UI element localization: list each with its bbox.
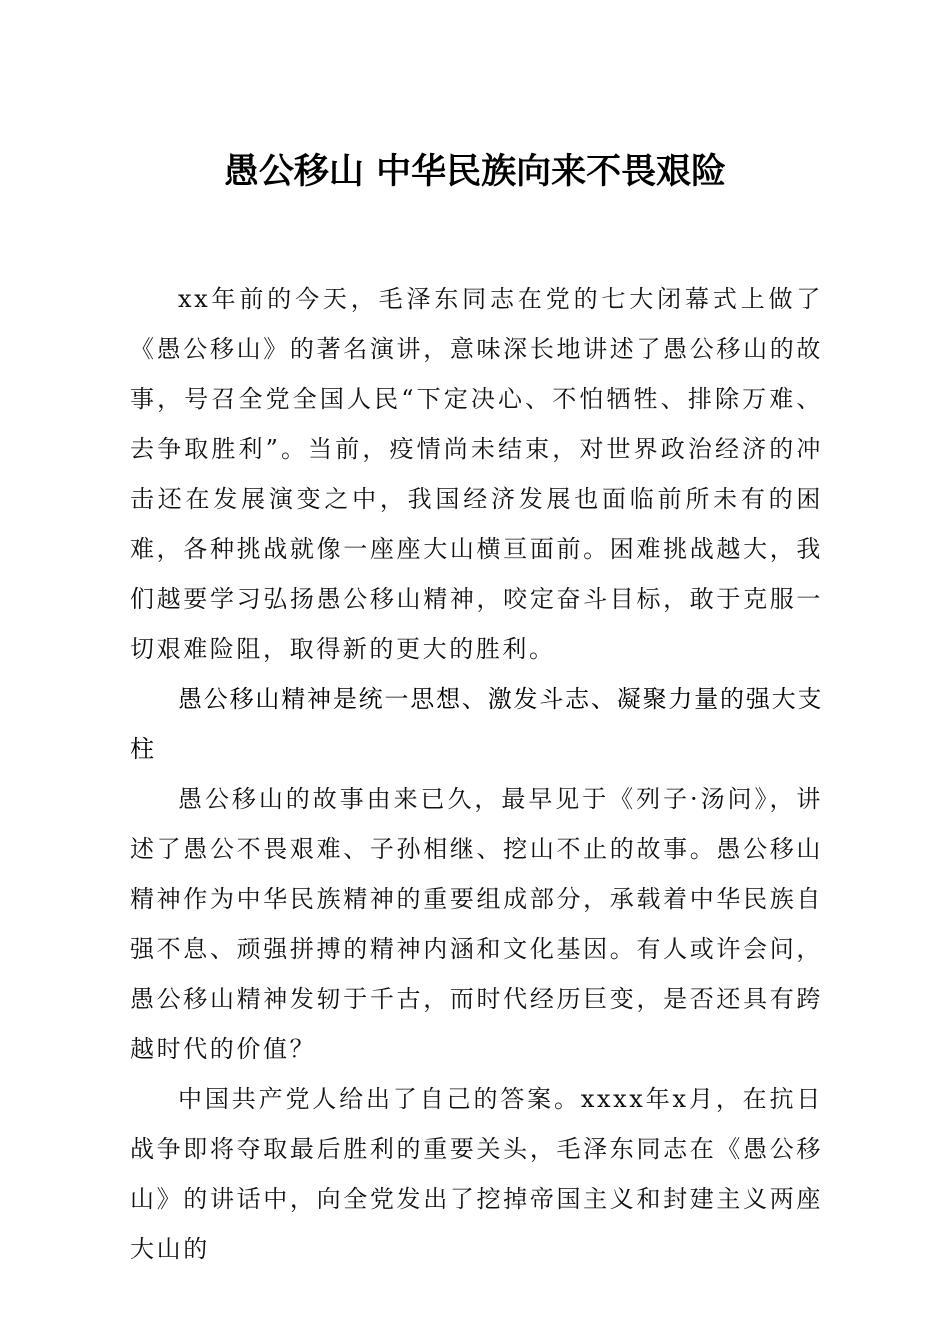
- document-title: 愚公移山 中华民族向来不畏艰险: [223, 152, 727, 192]
- section-heading: 愚公移山精神是统一思想、激发斗志、凝聚力量的强大支柱: [130, 685, 823, 763]
- body-paragraph-answer: 中国共产党人给出了自己的答案。xxxx年x月，在抗日战争即将夺取最后胜利的重要关头，毛泽东同志在《愚公移山》的讲话中，向全党发出了挖掉帝国主义和封建主义两座大山的: [130, 1085, 823, 1263]
- body-paragraph-story: 愚公移山的故事由来已久，最早见于《列子·汤问》，讲述了愚公不畏艰难、子孙相继、挖山不止的故事。愚公移山精神作为中华民族精神的重要组成部分，承载着中华民族自强不息、顽强拼搏的精神内涵和文化基因。有人或许会问，愚公移山精神发轫于千古，而时代经历巨变，是否还具有跨越时代的价值？: [130, 785, 823, 1063]
- document-body: [130, 274, 823, 1274]
- body-paragraph-intro: xx年前的今天，毛泽东同志在党的七大闭幕式上做了《愚公移山》的著名演讲，意味深长地讲述了愚公移山的故事，号召全党全国人民“下定决心、不怕牺牲、排除万难、去争取胜利”。当前，疫情尚未结束，对世界政治经济的冲击还在发展演变之中，我国经济发展也面临前所未有的困难，各种挑战就像一座座大山横亘面前。困难挑战越大，我们越要学习弘扬愚公移山精神，咬定奋斗目标，敢于克服一切艰难险阻，取得新的更大的胜利。: [130, 285, 823, 663]
